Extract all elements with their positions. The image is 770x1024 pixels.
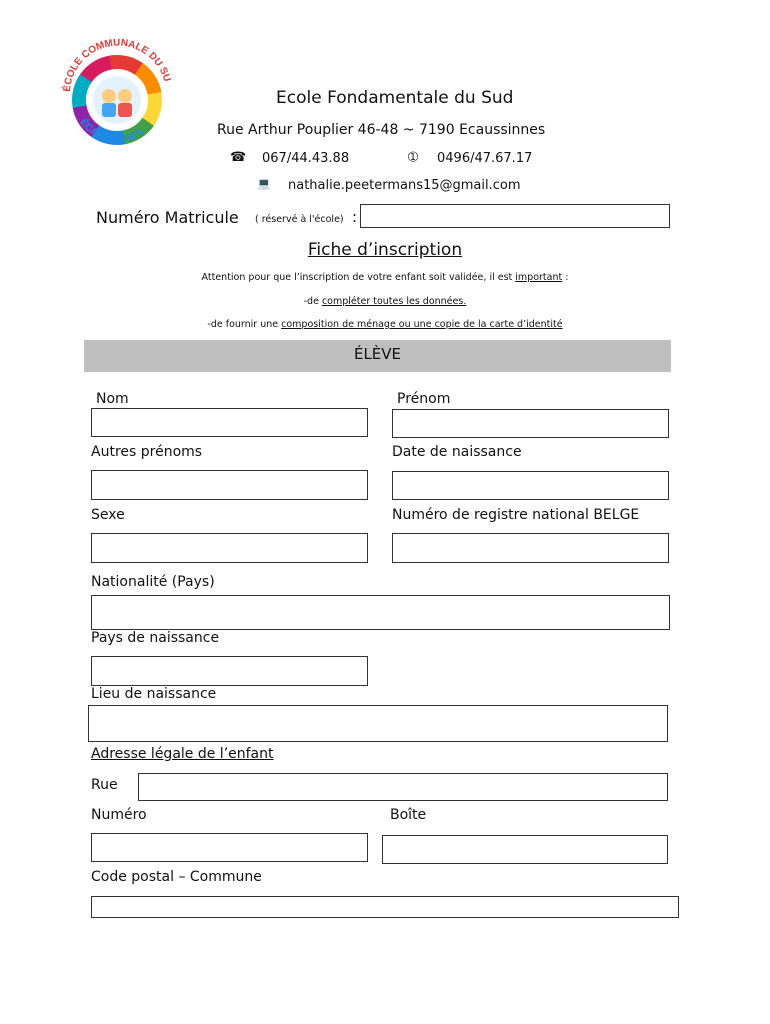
section-eleve-bar xyxy=(84,340,671,372)
pays-naissance-label: Pays de naissance xyxy=(91,630,220,646)
email-address[interactable]: nathalie.peetermans15@gmail.com xyxy=(288,178,521,193)
matricule-input[interactable] xyxy=(360,204,670,228)
logo-arc-bottom-text: ÉCAUSSINNES xyxy=(77,117,146,145)
date-naissance-label: Date de naissance xyxy=(392,444,522,460)
rue-input[interactable] xyxy=(138,773,668,801)
form-title: Fiche d’inscription xyxy=(307,240,463,260)
numero-label: Numéro xyxy=(91,807,147,823)
matricule-colon: : xyxy=(352,208,358,226)
adresse-title: Adresse légale de l’enfant xyxy=(91,746,274,762)
date-naissance-input[interactable] xyxy=(392,471,669,500)
autres-prenoms-input[interactable] xyxy=(91,470,368,500)
pays-naissance-input[interactable] xyxy=(91,656,368,686)
logo-arc-top-text: ÉCOLE COMMUNALE DU SU xyxy=(61,37,173,93)
mobile-number: 0496/47.67.17 xyxy=(437,151,533,166)
registre-national-label: Numéro de registre national BELGE xyxy=(392,507,640,523)
boite-label: Boîte xyxy=(390,807,427,823)
code-postal-input[interactable] xyxy=(91,896,679,918)
matricule-note: ( réservé à l'école) xyxy=(255,214,344,225)
attention-note xyxy=(0,272,770,283)
code-postal-label: Code postal – Commune xyxy=(91,869,262,885)
school-name: Ecole Fondamentale du Sud xyxy=(276,88,514,108)
numero-input[interactable] xyxy=(91,833,368,862)
req1-prefix: -de xyxy=(303,296,322,307)
requirement-2 xyxy=(0,319,770,330)
requirement-1 xyxy=(0,296,770,307)
req2-text: composition de ménage ou une copie de la carte d’identité xyxy=(281,319,563,330)
phone-icon: ☎ xyxy=(230,150,247,165)
nationalite-input[interactable] xyxy=(91,595,670,630)
req2-prefix: -de fournir une xyxy=(207,319,282,330)
school-address: Rue Arthur Pouplier 46-48 ~ 7190 Ecaussinnes xyxy=(217,122,546,138)
rue-label: Rue xyxy=(91,777,118,793)
attention-prefix: Attention pour que l’inscription de votre enfant soit validée, il est xyxy=(201,272,516,283)
sexe-input[interactable] xyxy=(91,533,368,563)
logo-graphic xyxy=(52,30,182,148)
nom-label: Nom xyxy=(96,391,129,407)
boite-input[interactable] xyxy=(382,835,668,864)
nom-input[interactable] xyxy=(91,408,368,437)
sexe-label: Sexe xyxy=(91,507,125,523)
req1-text: compléter toutes les données. xyxy=(321,296,467,307)
prenom-label: Prénom xyxy=(397,391,451,407)
registre-national-input[interactable] xyxy=(392,533,669,563)
section-eleve-title: ÉLÈVE xyxy=(353,345,402,363)
prenom-input[interactable] xyxy=(392,409,669,438)
lieu-naissance-input[interactable] xyxy=(88,705,668,742)
attention-important: important xyxy=(515,272,563,283)
attention-suffix: : xyxy=(562,272,569,283)
computer-icon: 💻 xyxy=(257,177,271,190)
autres-prenoms-label: Autres prénoms xyxy=(91,444,203,460)
lieu-naissance-label: Lieu de naissance xyxy=(91,686,217,702)
school-logo xyxy=(52,30,182,148)
phone-number: 067/44.43.88 xyxy=(262,151,350,166)
matricule-label: Numéro Matricule xyxy=(96,208,239,227)
nationalite-label: Nationalité (Pays) xyxy=(91,574,215,590)
mobile-icon: ➀ xyxy=(408,150,419,164)
